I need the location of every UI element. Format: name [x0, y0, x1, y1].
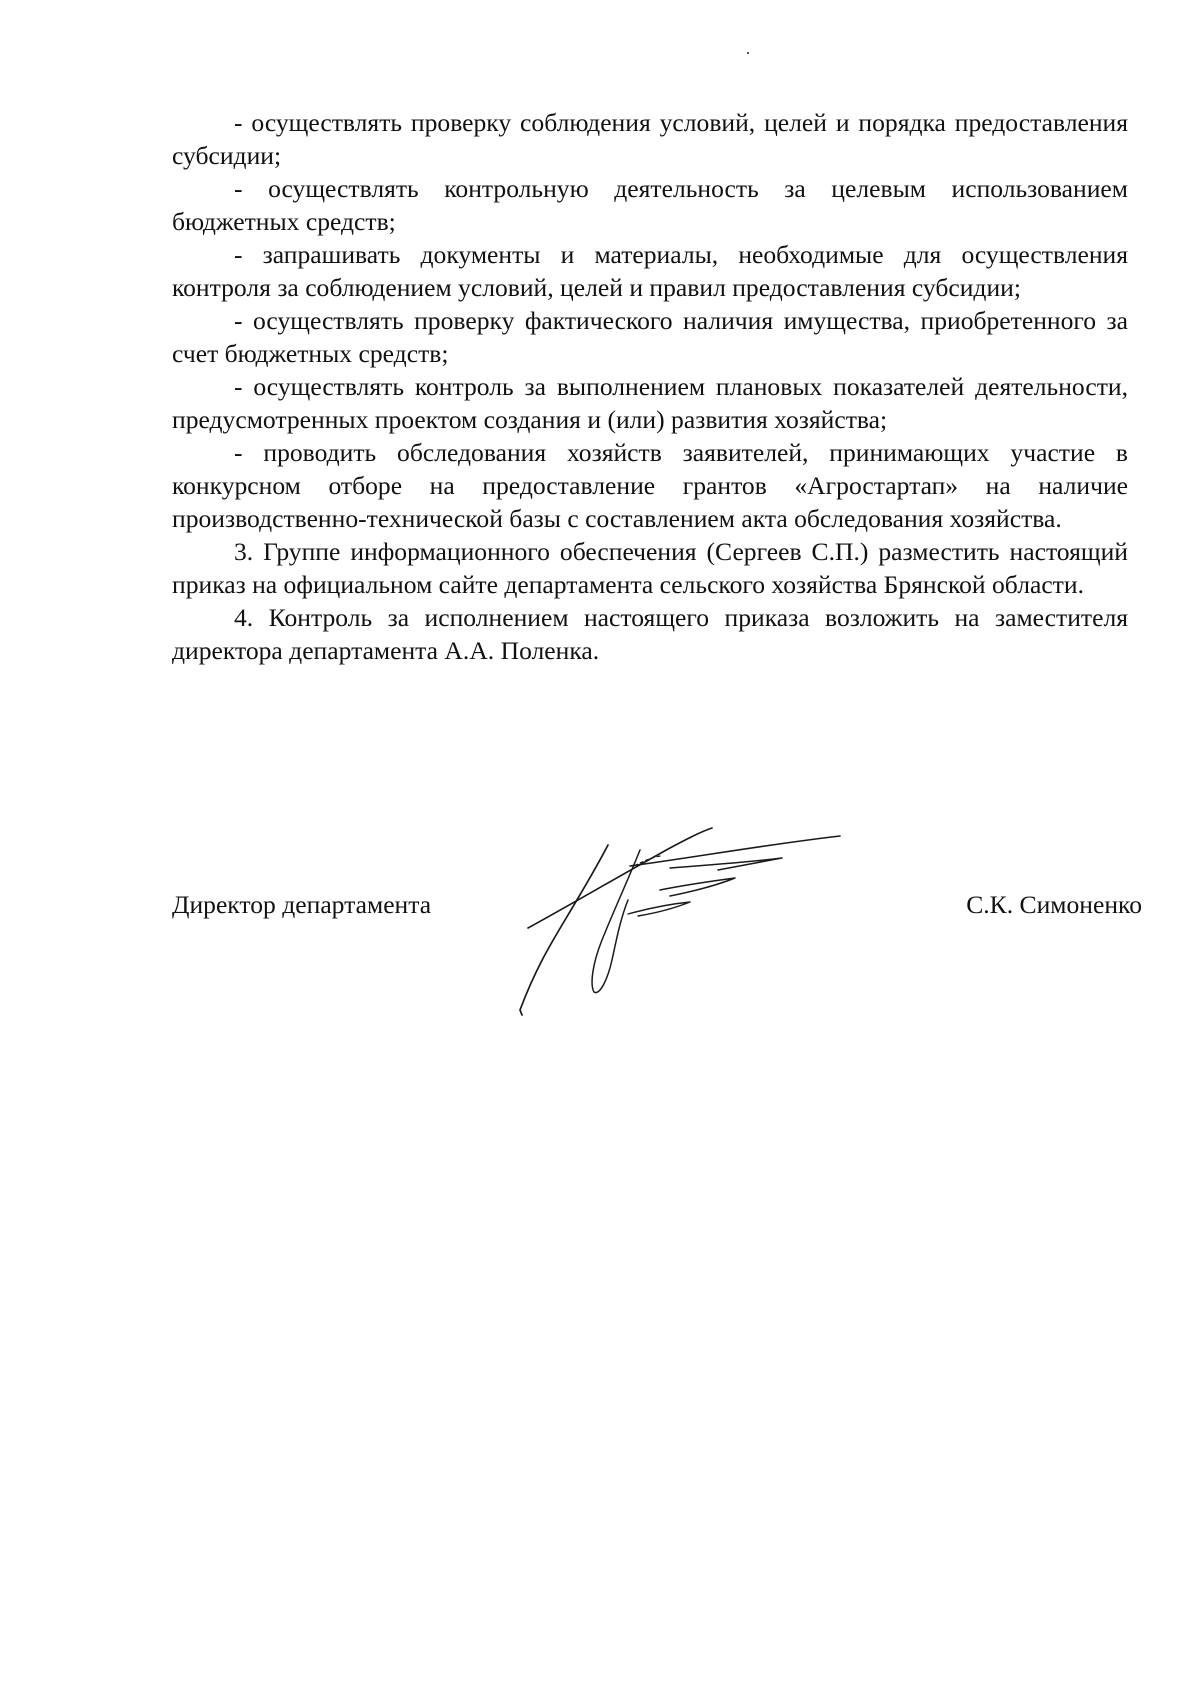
document-body — [172, 106, 1128, 667]
paragraph-request-documents: - запрашивать документы и материалы, необходимые для осуществления контроля за соблюдением условий, целей и правил предоставления субсидии; — [172, 240, 1128, 302]
paragraph-item-4-control: 4. Контроль за исполнением настоящего приказа возложить на заместителя директора департамента А.А. Поленка. — [172, 603, 1128, 665]
paragraph-budget-control: - осуществлять контрольную деятельность за целевым использованием бюджетных средств; — [172, 174, 1128, 236]
paragraph-farm-inspection: - проводить обследования хозяйств заявителей, принимающих участие в конкурсном отборе на предоставление грантов «Агростартап» на наличие производственно-технической базы с составлением акта обследования хозяйства. — [172, 438, 1128, 533]
signatory-name: С.К. Симоненко — [966, 890, 1142, 919]
signature-block — [172, 888, 1142, 928]
scan-dot — [747, 52, 749, 54]
paragraph-property-check: - осуществлять проверку фактического наличия имущества, приобретенного за счет бюджетных средств; — [172, 306, 1128, 368]
paragraph-performance-control: - осуществлять контроль за выполнением плановых показателей деятельности, предусмотренных проектом создания и (или) развития хозяйства; — [172, 372, 1128, 434]
paragraph-item-3-publish: 3. Группе информационного обеспечения (Сергеев С.П.) разместить настоящий приказ на официальном сайте департамента сельского хозяйства Брянской области. — [172, 537, 1128, 599]
paragraph-check-subsidy-conditions: - осуществлять проверку соблюдения условий, целей и порядка предоставления субсидии; — [172, 108, 1128, 170]
signatory-title: Директор департамента — [172, 890, 432, 919]
